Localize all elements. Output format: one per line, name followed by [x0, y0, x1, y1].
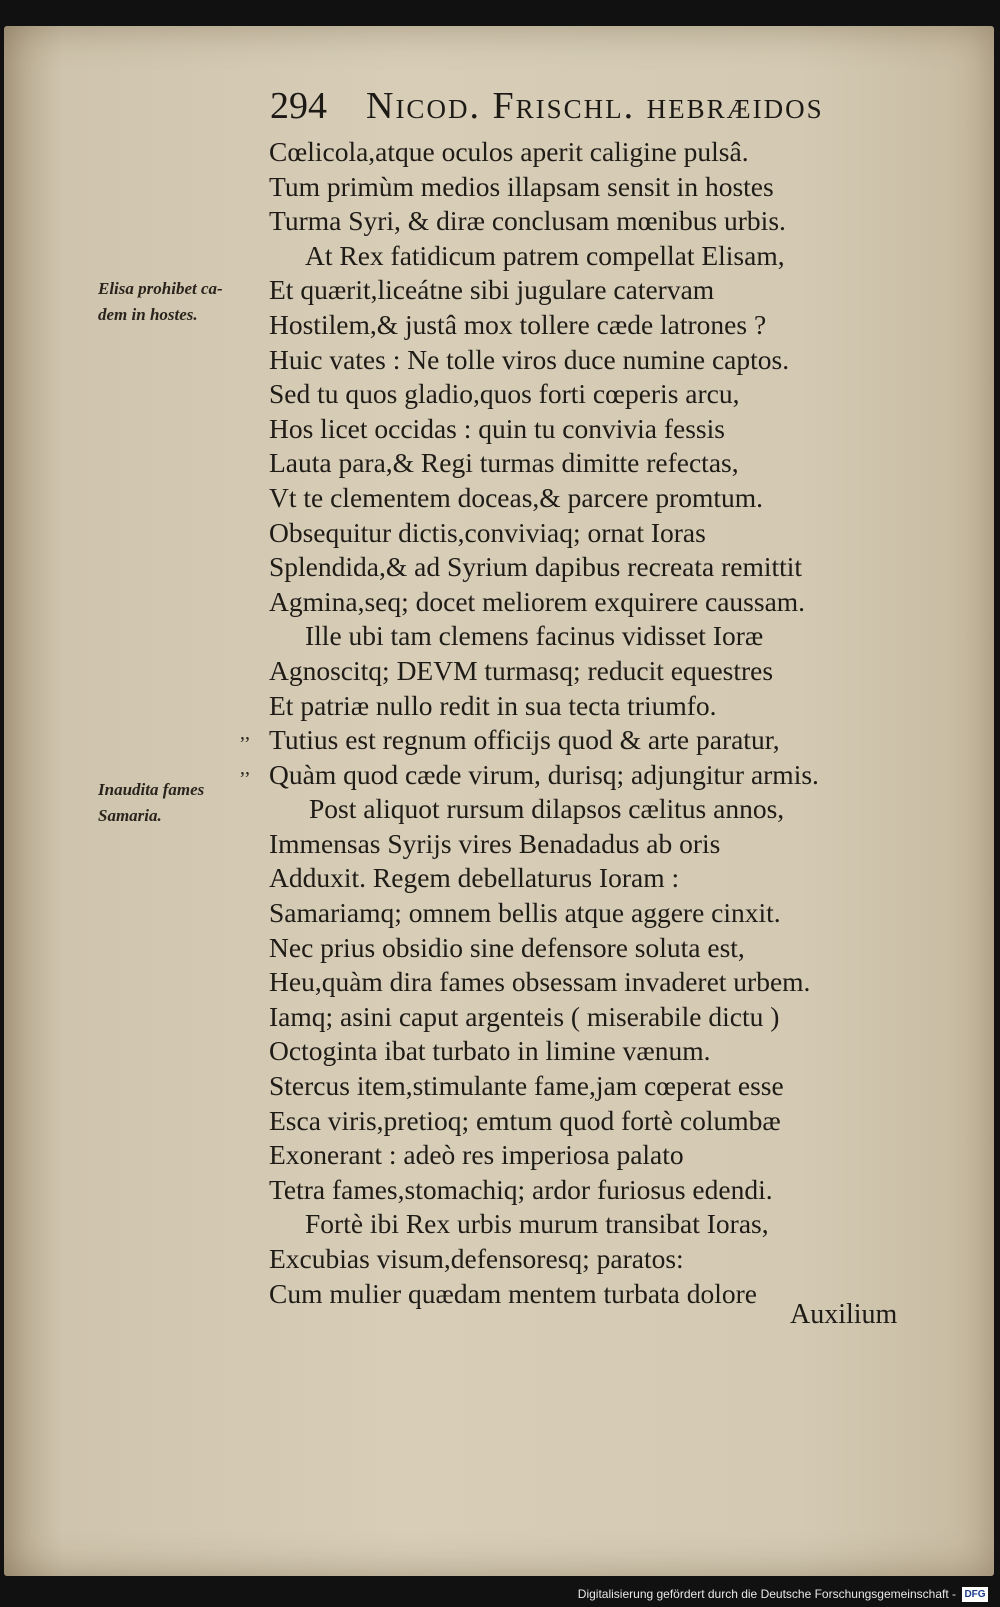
verse-line: Cum mulier quædam mentem turbata dolore [269, 1277, 758, 1309]
verse-line: Adduxit. Regem debellaturus Ioram : [269, 862, 680, 894]
verse-line: Stercus item,stimulante fame,jam cœperat esse [269, 1070, 784, 1102]
running-header [270, 84, 940, 134]
marginal-note [98, 777, 263, 829]
marginal-note-line: Inaudita fames [98, 780, 205, 799]
verse-line: Immensas Syrijs vires Benadadus ab oris [269, 827, 721, 859]
verse-line: Excubias visum,defensoresq; paratos: [269, 1243, 684, 1274]
verse-line: Tum primùm medios illapsam sensit in hostes [269, 170, 774, 202]
verse-line: Sed tu quos gladio,quos forti cœperis arcu, [269, 378, 740, 410]
verse-line: Vt te clementem doceas,& parcere promtum. [269, 481, 764, 513]
catchword: Auxilium [790, 1299, 898, 1330]
marginal-note-line: Samaria. [98, 806, 162, 825]
sententia-quote-mark: ,, [240, 722, 250, 744]
digitization-footer [578, 1583, 988, 1605]
verse-line: Nec prius obsidio sine defensore soluta est, [269, 931, 745, 963]
verse-line: Esca viris,pretioq; emtum quod fortè columbæ [269, 1104, 781, 1136]
verse-line: Agmina,seq; docet meliorem exquirere caussam. [269, 585, 806, 617]
funding-note: Digitalisierung gefördert durch die Deutsche Forschungsgemeinschaft - [577, 1587, 956, 1601]
verse-line: Et patriæ nullo redit in sua tecta triumfo. [269, 689, 717, 721]
verse-line: Obsequitur dictis,conviviaq; ornat Ioras [269, 516, 706, 548]
verse-line: At Rex fatidicum patrem compellat Elisam, [305, 239, 785, 271]
verse-block [269, 135, 919, 1311]
verse-line: Samariamq; omnem bellis atque aggere cinxit. [269, 897, 781, 929]
verse-line: Lauta para,& Regi turmas dimitte refectas, [269, 447, 739, 479]
verse-line: Iamq; asini caput argenteis ( miserabile dictu ) [269, 1000, 780, 1032]
verse-line: Tetra fames,stomachiq; ardor furiosus edendi. [269, 1173, 773, 1205]
dfg-logo: DFG [962, 1587, 988, 1602]
verse-line: Exonerant : adeò res imperiosa palato [269, 1139, 684, 1171]
verse-line: Splendida,& ad Syrium dapibus recreata remittit [269, 551, 803, 583]
marginal-note-line: dem in hostes. [98, 305, 198, 324]
verse-line: Octoginta ibat turbato in limine vænum. [269, 1035, 711, 1067]
verse-line: Quàm quod cæde virum, durisq; adjungitur armis. [269, 758, 819, 790]
verse-line: Cœlicola,atque oculos aperit caligine pulsâ. [269, 136, 749, 167]
verse-line: Hostilem,& justâ mox tollere cæde latrones ? [269, 308, 767, 340]
verse-line: Post aliquot rursum dilapsos cælitus annos, [309, 793, 785, 825]
verse-line: Huic vates : Ne tolle viros duce numine captos. [269, 343, 790, 375]
verse-line: Turma Syri, & diræ conclusam mœnibus urbis. [269, 205, 786, 237]
verse-line: Tutius est regnum officijs quod & arte paratur, [269, 724, 780, 756]
verse-line: Fortè ibi Rex urbis murum transibat Ioras, [305, 1208, 769, 1240]
verse-line: Agnoscitq; DEVM turmasq; reducit equestres [269, 654, 774, 686]
verse-line: Ille ubi tam clemens facinus vidisset Ioræ [305, 620, 764, 652]
verse-line: Heu,quàm dira fames obsessam invaderet urbem. [269, 966, 811, 998]
sententia-quote-mark: ,, [240, 757, 250, 779]
marginal-note [98, 276, 263, 328]
page-number: 294 [270, 85, 327, 127]
verse-line: Hos licet occidas : quin tu convivia fessis [269, 412, 725, 444]
marginal-note-line: Elisa prohibet ca- [98, 279, 223, 298]
running-title: Nicod. Frischl. hebræidos [366, 85, 824, 127]
verse-line: Et quærit,liceátne sibi jugulare catervam [269, 274, 715, 306]
